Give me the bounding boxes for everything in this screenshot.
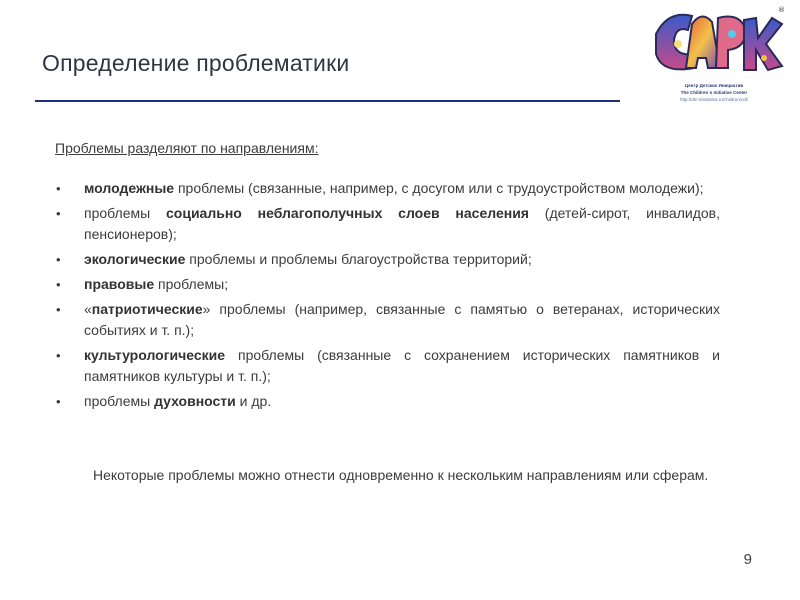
bullet-icon: • xyxy=(56,206,61,221)
bullet-icon: • xyxy=(56,348,61,363)
bullet-icon: • xyxy=(56,277,61,292)
svg-text:®: ® xyxy=(778,6,785,14)
list-item: • проблемы социально неблагополучных слоев населения (детей-сирот, инвалидов, пенсионеров); xyxy=(56,205,720,242)
list-item: • экологические проблемы и проблемы благоустройства территорий; xyxy=(55,249,720,270)
page-number: 9 xyxy=(743,551,752,568)
logo-line-ru: Центр Детских Инициатив xyxy=(684,83,744,88)
bullet-icon: • xyxy=(56,252,61,267)
bullet-icon: • xyxy=(56,302,61,317)
bullet-icon: • xyxy=(56,394,61,409)
logo-url: http://dm-initsiativa.ru/children/cdi/ xyxy=(679,97,749,102)
bullet-icon: • xyxy=(56,181,61,196)
page-title: Определение проблематики xyxy=(42,50,350,76)
intro-text: Проблемы разделяют по направлениям: xyxy=(55,140,319,156)
list-item: • «патриотические» проблемы (например, связанные с памятью о ветеранах, исторических событиях и т. п.); xyxy=(56,301,720,338)
logo-line-en: The Children`s Initiative Center xyxy=(680,90,748,95)
list-item: • молодежные проблемы (связанные, например, с досугом или с трудоустройством молодежи); xyxy=(55,178,720,199)
title-underline xyxy=(35,100,620,102)
list-item: • правовые проблемы; xyxy=(55,274,720,295)
list-item: • проблемы духовности и др. xyxy=(55,391,720,412)
logo-caption xyxy=(652,82,776,103)
list-item: • культурологические проблемы (связанные с сохранением исторических памятников и памятников культуры и т. п.); xyxy=(56,347,720,384)
closing-note: Некоторые проблемы можно отнести одновременно к нескольким направлениям или сферам. xyxy=(93,467,709,483)
problem-list xyxy=(55,178,720,416)
